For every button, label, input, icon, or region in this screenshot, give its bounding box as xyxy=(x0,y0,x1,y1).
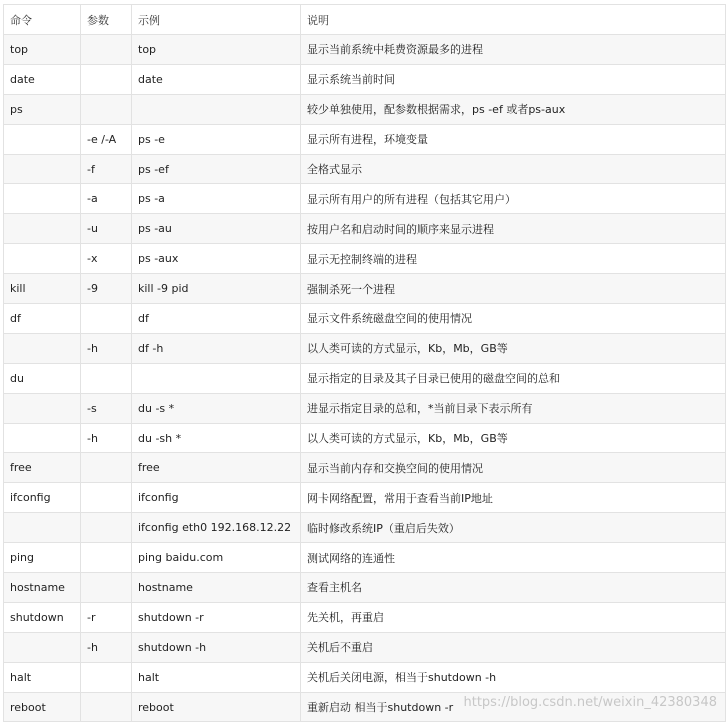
cell-example: ifconfig xyxy=(132,483,301,513)
table-row xyxy=(4,154,726,184)
cell-description: 显示文件系统磁盘空间的使用情况 xyxy=(301,304,726,334)
table-row xyxy=(4,363,726,393)
cell-example: shutdown -r xyxy=(132,602,301,632)
cell-example: ifconfig eth0 192.168.12.22 xyxy=(132,513,301,543)
table-row xyxy=(4,304,726,334)
cell-command: ps xyxy=(4,94,81,124)
table-row xyxy=(4,124,726,154)
cell-description: 较少单独使用，配参数根据需求，ps -ef 或者ps-aux xyxy=(301,94,726,124)
cell-command xyxy=(4,333,81,363)
cell-description: 先关机，再重启 xyxy=(301,602,726,632)
cell-param xyxy=(81,483,132,513)
cell-param xyxy=(81,94,132,124)
cell-command: halt xyxy=(4,662,81,692)
cell-param: -x xyxy=(81,244,132,274)
table-row xyxy=(4,573,726,603)
cell-command: ping xyxy=(4,543,81,573)
cell-example: ping baidu.com xyxy=(132,543,301,573)
cell-param: -h xyxy=(81,632,132,662)
header-row xyxy=(4,5,726,35)
cell-description: 显示无控制终端的进程 xyxy=(301,244,726,274)
cell-example: reboot xyxy=(132,692,301,722)
cell-command: shutdown xyxy=(4,602,81,632)
cell-example: df xyxy=(132,304,301,334)
cell-example: shutdown -h xyxy=(132,632,301,662)
header-param: 参数 xyxy=(81,5,132,35)
table-row xyxy=(4,453,726,483)
cell-example: ps -ef xyxy=(132,154,301,184)
cell-example: kill -9 pid xyxy=(132,274,301,304)
cell-command: reboot xyxy=(4,692,81,722)
table-row xyxy=(4,632,726,662)
cell-description: 以人类可读的方式显示，Kb，Mb，GB等 xyxy=(301,333,726,363)
table-row xyxy=(4,35,726,65)
cell-description: 以人类可读的方式显示，Kb，Mb，GB等 xyxy=(301,423,726,453)
cell-example: ps -a xyxy=(132,184,301,214)
cell-example: hostname xyxy=(132,573,301,603)
cell-description: 关机后不重启 xyxy=(301,632,726,662)
cell-description: 显示系统当前时间 xyxy=(301,64,726,94)
cell-example: ps -aux xyxy=(132,244,301,274)
table-row xyxy=(4,513,726,543)
cell-param: -9 xyxy=(81,274,132,304)
cell-param xyxy=(81,573,132,603)
cell-command xyxy=(4,184,81,214)
cell-description: 进显示指定目录的总和，*当前目录下表示所有 xyxy=(301,393,726,423)
table-row xyxy=(4,94,726,124)
cell-example xyxy=(132,94,301,124)
table-body xyxy=(4,35,726,722)
cell-command xyxy=(4,244,81,274)
cell-description: 关机后关闭电源，相当于shutdown -h xyxy=(301,662,726,692)
header-description: 说明 xyxy=(301,5,726,35)
cell-param xyxy=(81,662,132,692)
cell-param xyxy=(81,513,132,543)
cell-command xyxy=(4,214,81,244)
cell-description: 显示当前内存和交换空间的使用情况 xyxy=(301,453,726,483)
cell-param xyxy=(81,692,132,722)
cell-param xyxy=(81,363,132,393)
cell-param: -r xyxy=(81,602,132,632)
cell-param: -a xyxy=(81,184,132,214)
cell-param xyxy=(81,453,132,483)
cell-description: 测试网络的连通性 xyxy=(301,543,726,573)
cell-description: 重新启动 相当于shutdown -r xyxy=(301,692,726,722)
cell-param xyxy=(81,64,132,94)
command-table xyxy=(3,4,726,722)
cell-command: ifconfig xyxy=(4,483,81,513)
cell-example: halt xyxy=(132,662,301,692)
cell-description: 按用户名和启动时间的顺序来显示进程 xyxy=(301,214,726,244)
cell-command xyxy=(4,393,81,423)
cell-command xyxy=(4,154,81,184)
cell-example: ps -au xyxy=(132,214,301,244)
cell-description: 临时修改系统IP（重启后失效） xyxy=(301,513,726,543)
cell-command xyxy=(4,423,81,453)
cell-command xyxy=(4,632,81,662)
table-row xyxy=(4,184,726,214)
cell-example xyxy=(132,363,301,393)
table-row xyxy=(4,483,726,513)
cell-example: top xyxy=(132,35,301,65)
cell-command: free xyxy=(4,453,81,483)
table-row xyxy=(4,333,726,363)
cell-command: date xyxy=(4,64,81,94)
cell-description: 强制杀死一个进程 xyxy=(301,274,726,304)
cell-command: df xyxy=(4,304,81,334)
cell-description: 显示当前系统中耗费资源最多的进程 xyxy=(301,35,726,65)
cell-param xyxy=(81,35,132,65)
table-row xyxy=(4,662,726,692)
cell-command xyxy=(4,513,81,543)
cell-example: ps -e xyxy=(132,124,301,154)
cell-param: -e /-A xyxy=(81,124,132,154)
cell-description: 显示指定的目录及其子目录已使用的磁盘空间的总和 xyxy=(301,363,726,393)
cell-param xyxy=(81,543,132,573)
table-row xyxy=(4,543,726,573)
header-command: 命令 xyxy=(4,5,81,35)
table-row xyxy=(4,64,726,94)
table-row xyxy=(4,244,726,274)
cell-command: du xyxy=(4,363,81,393)
cell-param: -f xyxy=(81,154,132,184)
cell-example: du -sh * xyxy=(132,423,301,453)
table-row xyxy=(4,602,726,632)
table-row xyxy=(4,393,726,423)
cell-description: 显示所有进程，环境变量 xyxy=(301,124,726,154)
cell-command: hostname xyxy=(4,573,81,603)
cell-command: top xyxy=(4,35,81,65)
cell-example: du -s * xyxy=(132,393,301,423)
cell-param xyxy=(81,304,132,334)
cell-description: 查看主机名 xyxy=(301,573,726,603)
table-row xyxy=(4,214,726,244)
cell-description: 全格式显示 xyxy=(301,154,726,184)
cell-example: df -h xyxy=(132,333,301,363)
cell-example: date xyxy=(132,64,301,94)
cell-param: -h xyxy=(81,333,132,363)
cell-command: kill xyxy=(4,274,81,304)
table-row xyxy=(4,692,726,722)
header-example: 示例 xyxy=(132,5,301,35)
table-row xyxy=(4,274,726,304)
watermark: https://blog.csdn.net/weixin_42380348 xyxy=(463,695,717,710)
cell-description: 网卡网络配置，常用于查看当前IP地址 xyxy=(301,483,726,513)
cell-param: -u xyxy=(81,214,132,244)
cell-param: -s xyxy=(81,393,132,423)
cell-example: free xyxy=(132,453,301,483)
cell-param: -h xyxy=(81,423,132,453)
cell-description: 显示所有用户的所有进程（包括其它用户） xyxy=(301,184,726,214)
cell-command xyxy=(4,124,81,154)
table-row xyxy=(4,423,726,453)
